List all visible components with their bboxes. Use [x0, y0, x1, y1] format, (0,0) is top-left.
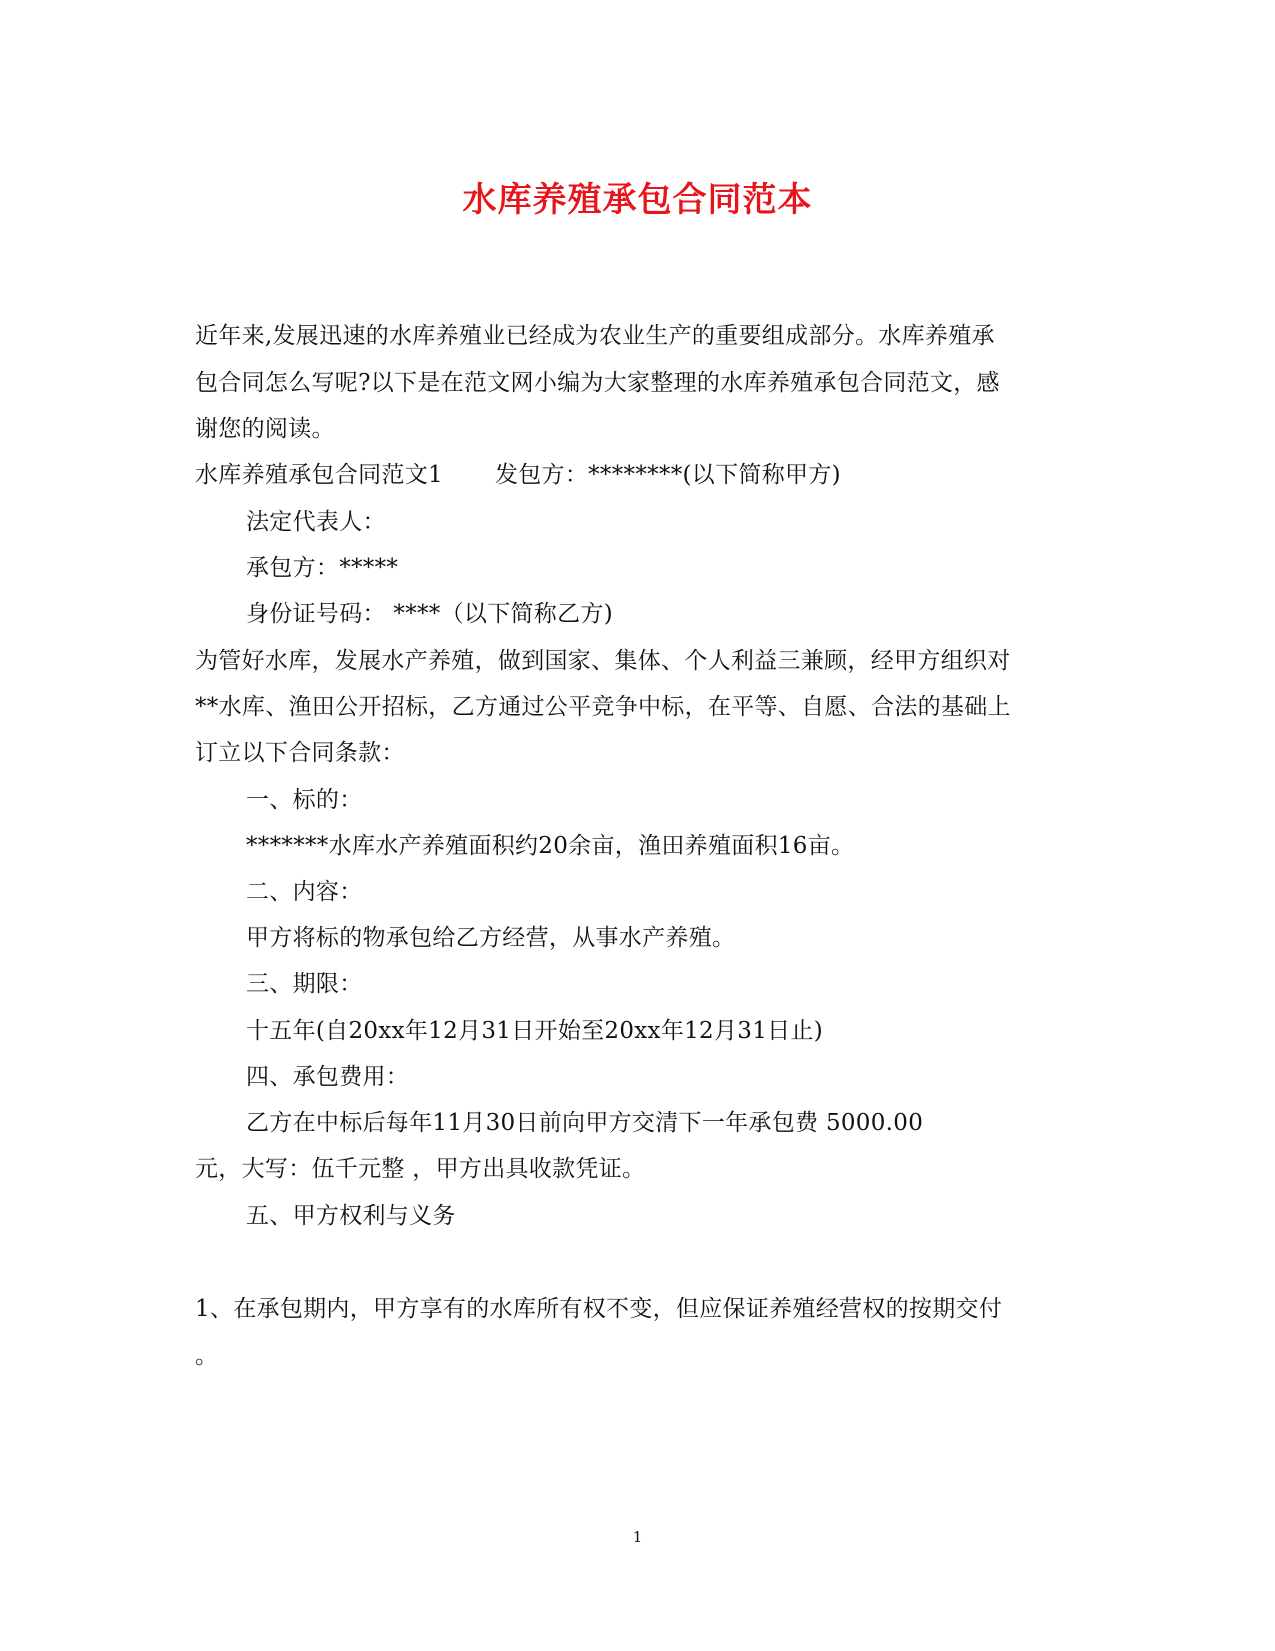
section-4-body-line-2: 元，大写：伍千元整 ，甲方出具收款凭证。 [195, 1156, 646, 1182]
contract-heading-row [195, 461, 841, 489]
section-2-title: 二、内容： [246, 879, 363, 905]
id-number: 身份证号码： ****（以下简称乙方) [246, 601, 613, 627]
section-3-title: 三、期限： [246, 971, 363, 997]
preamble-line-3: 订立以下合同条款： [195, 740, 405, 766]
page-number: 1 [632, 1528, 643, 1546]
section-4-title: 四、承包费用： [246, 1064, 410, 1090]
section-1-body: *******水库水产养殖面积约20余亩，渔田养殖面积16亩。 [246, 833, 855, 859]
party-b: 承包方：***** [246, 555, 399, 581]
legal-representative: 法定代表人： [246, 509, 386, 535]
intro-line-2: 包合同怎么写呢?以下是在范文网小编为大家整理的水库养殖承包合同范文，感 [195, 370, 1000, 396]
item-1-line-2: 。 [195, 1343, 219, 1369]
intro-line-3: 谢您的阅读。 [195, 416, 335, 442]
preamble-line-1: 为管好水库，发展水产养殖，做到国家、集体、个人利益三兼顾，经甲方组织对 [195, 648, 1011, 674]
section-4-body-line-1: 乙方在中标后每年11月30日前向甲方交清下一年承包费 5000.00 [246, 1110, 924, 1136]
preamble-line-2: **水库、渔田公开招标，乙方通过公平竞争中标，在平等、自愿、合法的基础上 [195, 694, 1011, 720]
intro-line-1: 近年来,发展迅速的水库养殖业已经成为农业生产的重要组成部分。水库养殖承 [195, 323, 995, 349]
document-title: 水库养殖承包合同范本 [462, 180, 813, 220]
contract-heading: 水库养殖承包合同范文1 [195, 462, 443, 488]
section-3-body: 十五年(自20xx年12月31日开始至20xx年12月31日止) [246, 1018, 824, 1044]
item-1-line-1: 1、在承包期内，甲方享有的水库所有权不变，但应保证养殖经营权的按期交付 [195, 1296, 1003, 1322]
section-2-body: 甲方将标的物承包给乙方经营，从事水产养殖。 [246, 925, 736, 951]
party-a: 发包方：********(以下简称甲方) [494, 462, 841, 488]
section-1-title: 一、标的： [246, 787, 363, 813]
section-5-title: 五、甲方权利与义务 [246, 1203, 456, 1229]
